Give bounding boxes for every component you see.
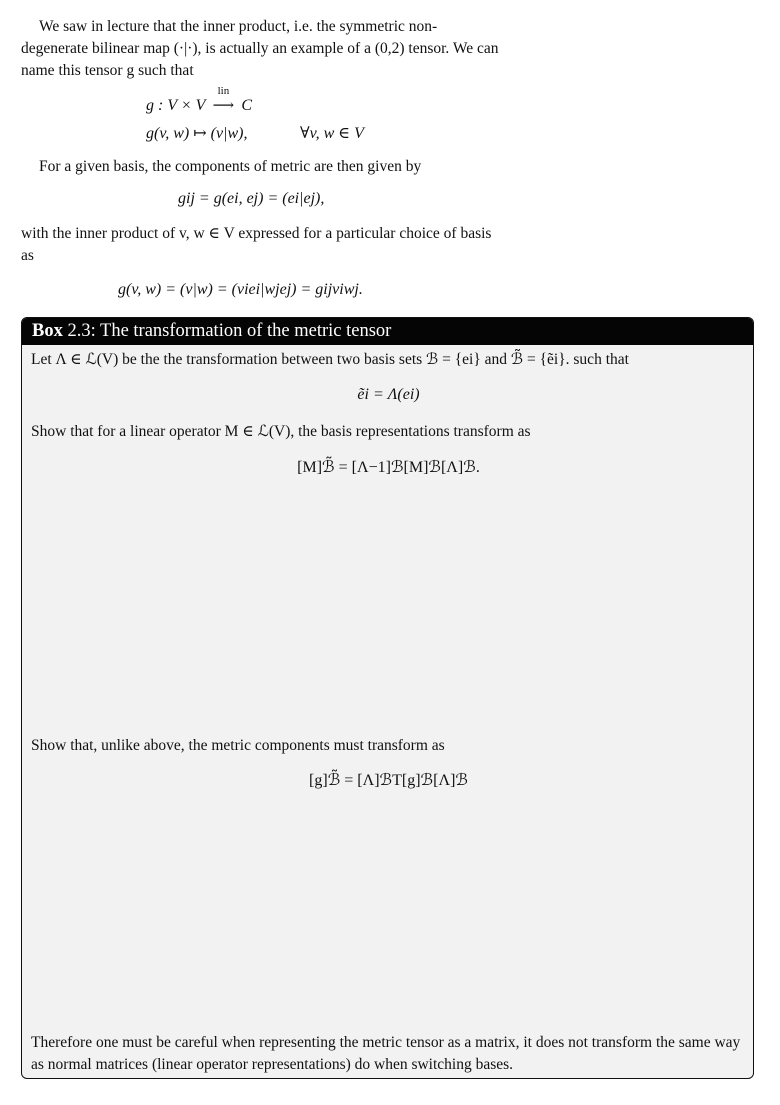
inner-product-paragraph: with the inner product of v, w ∈ V expressed for a particular choice of basis as <box>21 225 492 264</box>
operator-transform-equation: [M]ℬ̃ = [Λ−1]ℬ[M]ℬ[Λ]ℬ. <box>297 459 480 476</box>
eq1-map: g : V × V <box>146 97 206 114</box>
box-label: Box <box>32 321 63 341</box>
box-number: 2.3: <box>67 321 96 341</box>
eq1-target: C <box>241 97 253 114</box>
inner-product-equation: g(v, w) = (v|w) = (viei|wjej) = gijviwj. <box>118 281 363 298</box>
basis-transform-equation: ẽi = Λ(ei) <box>357 386 420 403</box>
metric-components-equation: gij = g(ei, ej) = (ei|ej), <box>178 190 325 207</box>
linear-arrow: lin ⟶ <box>212 85 235 114</box>
answer-space-2 <box>22 803 754 1023</box>
box-text-transformation: Let Λ ∈ ℒ(V) be the the transformation between two basis sets ℬ = {ei} and ℬ̃ = {ẽi}. such that <box>31 351 629 368</box>
definition-equation-line2: g(v, w) ↦ (v|w), <box>146 125 248 142</box>
box-header <box>22 318 753 345</box>
box-title: The transformation of the metric tensor <box>100 321 392 341</box>
box-text-metric: Show that, unlike above, the metric components must transform as <box>31 737 445 754</box>
definition-forall: ∀v, w ∈ V <box>300 125 364 142</box>
answer-space-1 <box>22 488 754 728</box>
definition-equation-line1 <box>146 85 253 115</box>
box-2-3 <box>21 317 754 1079</box>
box-text-operator: Show that for a linear operator M ∈ ℒ(V), the basis representations transform as <box>31 423 531 440</box>
intro-paragraph: We saw in lecture that the inner product, i.e. the symmetric non-degenerate bilinear map (·|·), is actually an example of a (0,2) tensor. We can name this tensor g such that <box>21 18 499 79</box>
components-paragraph: For a given basis, the components of metric are then given by <box>39 158 422 175</box>
box-conclusion: Therefore one must be careful when representing the metric tensor as a matrix, it does not transform the same way as normal matrices (linear operator representations) do when switching bases. <box>31 1034 741 1073</box>
metric-transform-equation: [g]ℬ̃ = [Λ]ℬT[g]ℬ[Λ]ℬ <box>309 772 468 789</box>
